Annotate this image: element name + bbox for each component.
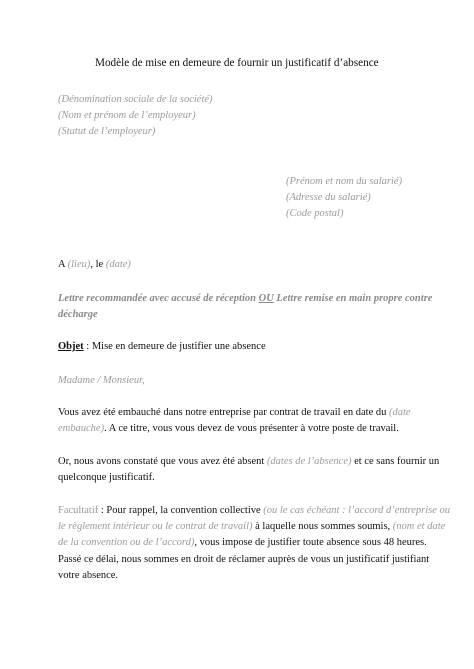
agreement-placeholder: (ou le cas échéant : l’accord d’entreprise ou bbox=[263, 505, 450, 516]
page-title: Modèle de mise en demeure de fournir un justificatif d’absence bbox=[95, 57, 379, 69]
para1-text: Vous avez été embauché dans notre entreprise par contrat de travail en date du bbox=[58, 407, 389, 418]
agreement-placeholder-cont: le règlement intérieur ou le contrat de travail) bbox=[58, 521, 253, 532]
para3-text-obligation: , vous impose de justifier toute absence sous 48 heures. bbox=[194, 537, 427, 548]
absence-dates-placeholder: (dates de l’absence) bbox=[266, 456, 352, 467]
date-placeholder: (date) bbox=[105, 259, 131, 270]
delivery-method-line2: décharge bbox=[58, 309, 98, 320]
subject-text: : Mise en demeure de justifier une absence bbox=[83, 341, 266, 352]
delivery-method-line1 bbox=[58, 292, 432, 305]
convention-name-placeholder: (nom et date bbox=[392, 521, 446, 532]
hire-date-placeholder: (date bbox=[389, 407, 411, 418]
para2-text: Or, nous avons constaté que vous avez été absent bbox=[58, 456, 267, 467]
convention-name-placeholder-end: de la convention ou de l’accord) bbox=[58, 537, 195, 548]
hire-date-placeholder-end: embauche) bbox=[58, 423, 105, 434]
employer-status: (Statut de l’employeur) bbox=[58, 126, 156, 137]
optional-label: Facultatif bbox=[58, 505, 99, 516]
para3-line1 bbox=[58, 504, 450, 517]
para3-text: : Pour rappel, la convention collective bbox=[98, 505, 264, 516]
para3-line2 bbox=[58, 520, 445, 533]
para1-line1 bbox=[58, 406, 411, 419]
employer-name: (Nom et prénom de l’employeur) bbox=[58, 110, 196, 121]
para2-text-cont: et ce sans fournir un bbox=[351, 456, 440, 467]
subject-label: Objet bbox=[58, 341, 84, 352]
place-placeholder: (lieu) bbox=[67, 259, 91, 270]
para2-line2: quelconque justificatif. bbox=[58, 472, 155, 483]
delivery-registered: Lettre recommandée avec accusé de réception bbox=[58, 293, 259, 304]
place-date-line bbox=[58, 258, 131, 271]
place-prefix: A bbox=[58, 259, 68, 270]
employee-name: (Prénom et nom du salarié) bbox=[286, 176, 403, 187]
date-prefix: , le bbox=[90, 259, 106, 270]
employee-address: (Adresse du salarié) bbox=[286, 192, 371, 203]
employee-postal-code: (Code postal) bbox=[286, 208, 344, 219]
para2-line1 bbox=[58, 455, 439, 468]
delivery-or: OU bbox=[258, 293, 274, 304]
para1-text-end: . A ce titre, vous vous devez de vous présenter à votre poste de travail. bbox=[104, 423, 399, 434]
para3-line4: Passé ce délai, nous sommes en droit de réclamer auprès de vous un justificatif justifiant bbox=[58, 554, 430, 565]
subject-line bbox=[58, 340, 266, 353]
para3-text-cont: à laquelle nous sommes soumis, bbox=[252, 521, 393, 532]
delivery-hand: Lettre remise en main propre contre bbox=[273, 293, 433, 304]
para3-line3 bbox=[58, 536, 427, 549]
para1-line2 bbox=[58, 422, 399, 435]
para3-line5: votre absence. bbox=[58, 570, 119, 581]
employer-company-name: (Dénomination sociale de la société) bbox=[58, 94, 213, 105]
salutation: Madame / Monsieur, bbox=[58, 375, 145, 386]
